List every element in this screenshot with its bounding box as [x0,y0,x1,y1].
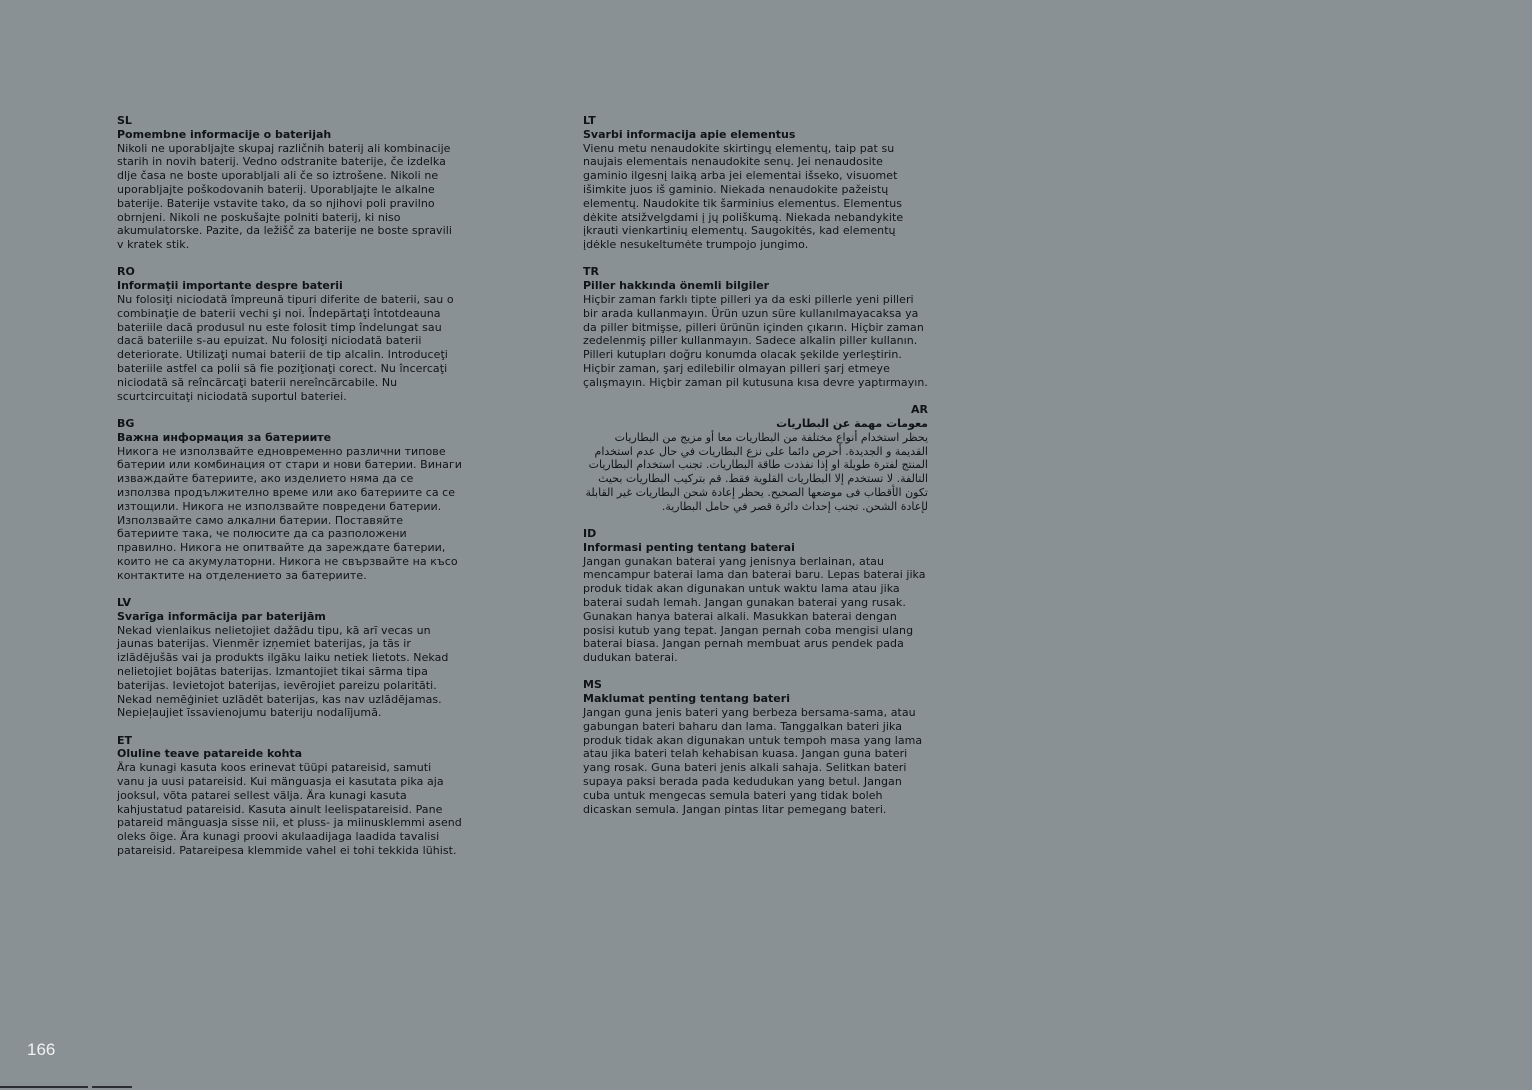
footer-rule-gap [88,1086,92,1088]
section-et [117,734,462,858]
section-heading: معومات مهمة عن البطاريات [776,416,928,430]
section-body: Jangan guna jenis bateri yang berbeza bersama-sama, atau gabungan bateri baharu dan lama. Tanggalkan bateri jika produk tidak akan digunakan untuk tempoh masa yang lama atau jika bateri telah kehabisan kuasa. Jangan guna bateri yang rosak. Guna bateri jenis alkali sahaja. Selitkan bateri supaya paksi berada pada kedudukan yang betul. Jangan cuba untuk mengecas semula bateri yang tidak boleh dicaskan semula. Jangan pintas litar pemegang bateri. [583,706,923,816]
section-heading: Maklumat penting tentang bateri [583,692,790,706]
section-heading: Informaţii importante despre baterii [117,279,343,293]
section-body: Ära kunagi kasuta koos erinevat tüüpi patareisid, samuti vanu ja uusi patareisid. Kui mänguasja ei kasutata pika aja jooksul, võta patarei sellest välja. Ära kunagi kasuta kahjustatud patareisid. Kasuta ainult leelispatareisid. Pane patareid mänguasja sisse nii, et pluss- ja miinusklemmi asend oleks õige. Ära kunagi proovi akulaadijaga laadida tavalisi patareisid. Patareipesa klemmide vahel ei tohi tekkida lühist. [117,761,462,858]
language-code: ID [583,527,597,541]
section-lv [117,596,462,720]
page-number: 166 [27,1040,56,1059]
section-body: Hiçbir zaman farklı tipte pilleri ya da eski pillerle yeni pilleri bir arada kullanmayın. Ürün uzun süre kullanılmayacaksa ya da piller bitmişse, pilleri ürünün içinden çıkarın. Hiçbir zaman zedelenmiş piller kullanmayın. Sadece alkalin piller kullanın. Pilleri kutupları doğru konumda olacak şekilde yerleştirin. Hiçbir zaman, şarj edilebilir olmayan pilleri şarj etmeye çalışmayın. Hiçbir zaman pil kutusuna kısa devre yaptırmayın. [583,293,928,389]
section-heading: Oluline teave patareide kohta [117,747,303,761]
language-code: RO [117,265,135,279]
section-bg [117,417,462,583]
section-body: يحظر استخدام أنواع مختلفة من البطاريات معا أو مزيج من البطاريات القديمة و الجديدة. أحرص دائما على نزع البطاريات في حال عدم استخدام المنتج لفترة طويلة او إذا نفذدت طاقة البطاريات. تجنب استخدام البطاريات التالفة. لا تستخدم إلا البطاريات القلوية فقط. قم بتركيب البطاريات بحيث تكون الأقطاب فى موضعها الصحيح. يحظر إعادة شحن البطاريات غير القابلة لإعادة الشحن. تجنب إحداث دائرة قصر في حامل البطارية. [585,430,928,513]
section-lt [583,114,928,252]
language-code: BG [117,416,135,430]
section-heading: Важна информация за батериите [117,430,332,444]
section-heading: Pomembne informacije o baterijah [117,127,332,141]
section-ro [117,265,462,403]
language-code: LV [117,596,132,609]
section-sl [117,114,462,252]
section-id [583,527,928,665]
section-heading: Svarīga informācija par baterijām [117,609,326,623]
section-body: Nekad vienlaikus nelietojiet dažādu tipu, kā arī vecas un jaunas baterijas. Vienmēr izņemiet baterijas, ja tās ir izlādējušās vai ja produkts ilgāku laiku netiek lietots. Nekad nelietojiet bojātas baterijas. Izmantojiet tikai sārma tipa baterijas. Ievietojot baterijas, ievērojiet pareizu polaritāti. Nekad nemēģiniet uzlādēt baterijas, kas nav uzlādējamas. Nepieļaujiet īssavienojumu bateriju nodalījumā. [117,623,449,720]
footer-rule [0,1086,132,1088]
section-heading: Informasi penting tentang baterai [583,540,795,554]
left-column [117,114,462,871]
section-ms [583,678,928,816]
section-body: Vienu metu nenaudokite skirtingų elementų, taip pat su naujais elementais nenaudokite senų. Jei nenaudosite gaminio ilgesnį laiką arba jei elementai išseko, visuomet išimkite juos iš gaminio. Niekada nenaudokite pažeistų elementų. Naudokite tik šarminius elementus. Elementus dėkite atsižvelgdami į jų poliškumą. Niekada nebandykite įkrauti vienkartinių elementų. Saugokitės, kad elementų įdėkle nesukeltumėte trumpojo jungimo. [583,141,904,252]
section-body: Никога не използвайте едновременно различни типове батерии или комбинация от стари и нови батерии. Винаги изваждайте батериите, ако изделието няма да се използва продължително време или ако батериите са се изтощили. Никога не използвайте повредени батерии. Използвайте само алкални батерии. Поставяйте батериите така, че полюсите да са разположени правилно. Никога не опитвайте да зареждате батерии, които не са акумулаторни. Никога не свързвайте на късо контактите на отделението за батериите. [117,444,462,582]
language-code: TR [583,265,599,279]
section-body: Jangan gunakan baterai yang jenisnya berlainan, atau mencampur baterai lama dan baterai baru. Lepas baterai jika produk tidak akan digunakan untuk waktu lama atau jika baterai sudah lemah. Jangan gunakan baterai yang rusak. Gunakan hanya baterai alkali. Masukkan baterai dengan posisi kutub yang tepat. Jangan pernah coba mengisi ulang baterai biasa. Jangan pernah membuat arus pendek pada dudukan baterai. [583,554,926,665]
right-column [583,114,928,830]
section-ar [583,403,928,513]
section-body: Nikoli ne uporabljajte skupaj različnih baterij ali kombinacije starih in novih baterij. Vedno odstranite baterije, če izdelka dlje časa ne boste uporabljali ali če so iztrošene. Nikoli ne uporabljajte poškodovanih baterij. Uporabljajte le alkalne baterije. Baterije vstavite tako, da so njihovi poli pravilno obrnjeni. Nikoli ne poskušajte polniti baterij, ki niso akumulatorske. Pazite, da ležišč za baterije ne boste spravili v kratek stik. [117,141,452,252]
section-heading: Svarbi informacija apie elementus [583,127,796,141]
language-code: SL [117,114,132,127]
language-code: AR [911,403,928,417]
section-heading: Piller hakkında önemli bilgiler [583,279,770,293]
section-body: Nu folosiţi niciodată împreună tipuri diferite de baterii, sau o combinaţie de baterii vechi şi noi. Îndepărtaţi întotdeauna bateriile dacă produsul nu este folosit timp îndelungat sau dacă bateriile s-au epuizat. Nu folosiţi niciodată baterii deteriorate. Utilizaţi numai baterii de tip alcalin. Introduceţi bateriile astfel ca polii să fie poziţionaţi corect. Nu încercaţi niciodată să reîncărcaţi baterii nereîncărcabile. Nu scurtcircuitaţi niciodată suportul bateriei. [117,293,454,403]
language-code: MS [583,678,602,692]
language-code: LT [583,114,596,127]
language-code: ET [117,733,133,747]
section-tr [583,265,928,389]
